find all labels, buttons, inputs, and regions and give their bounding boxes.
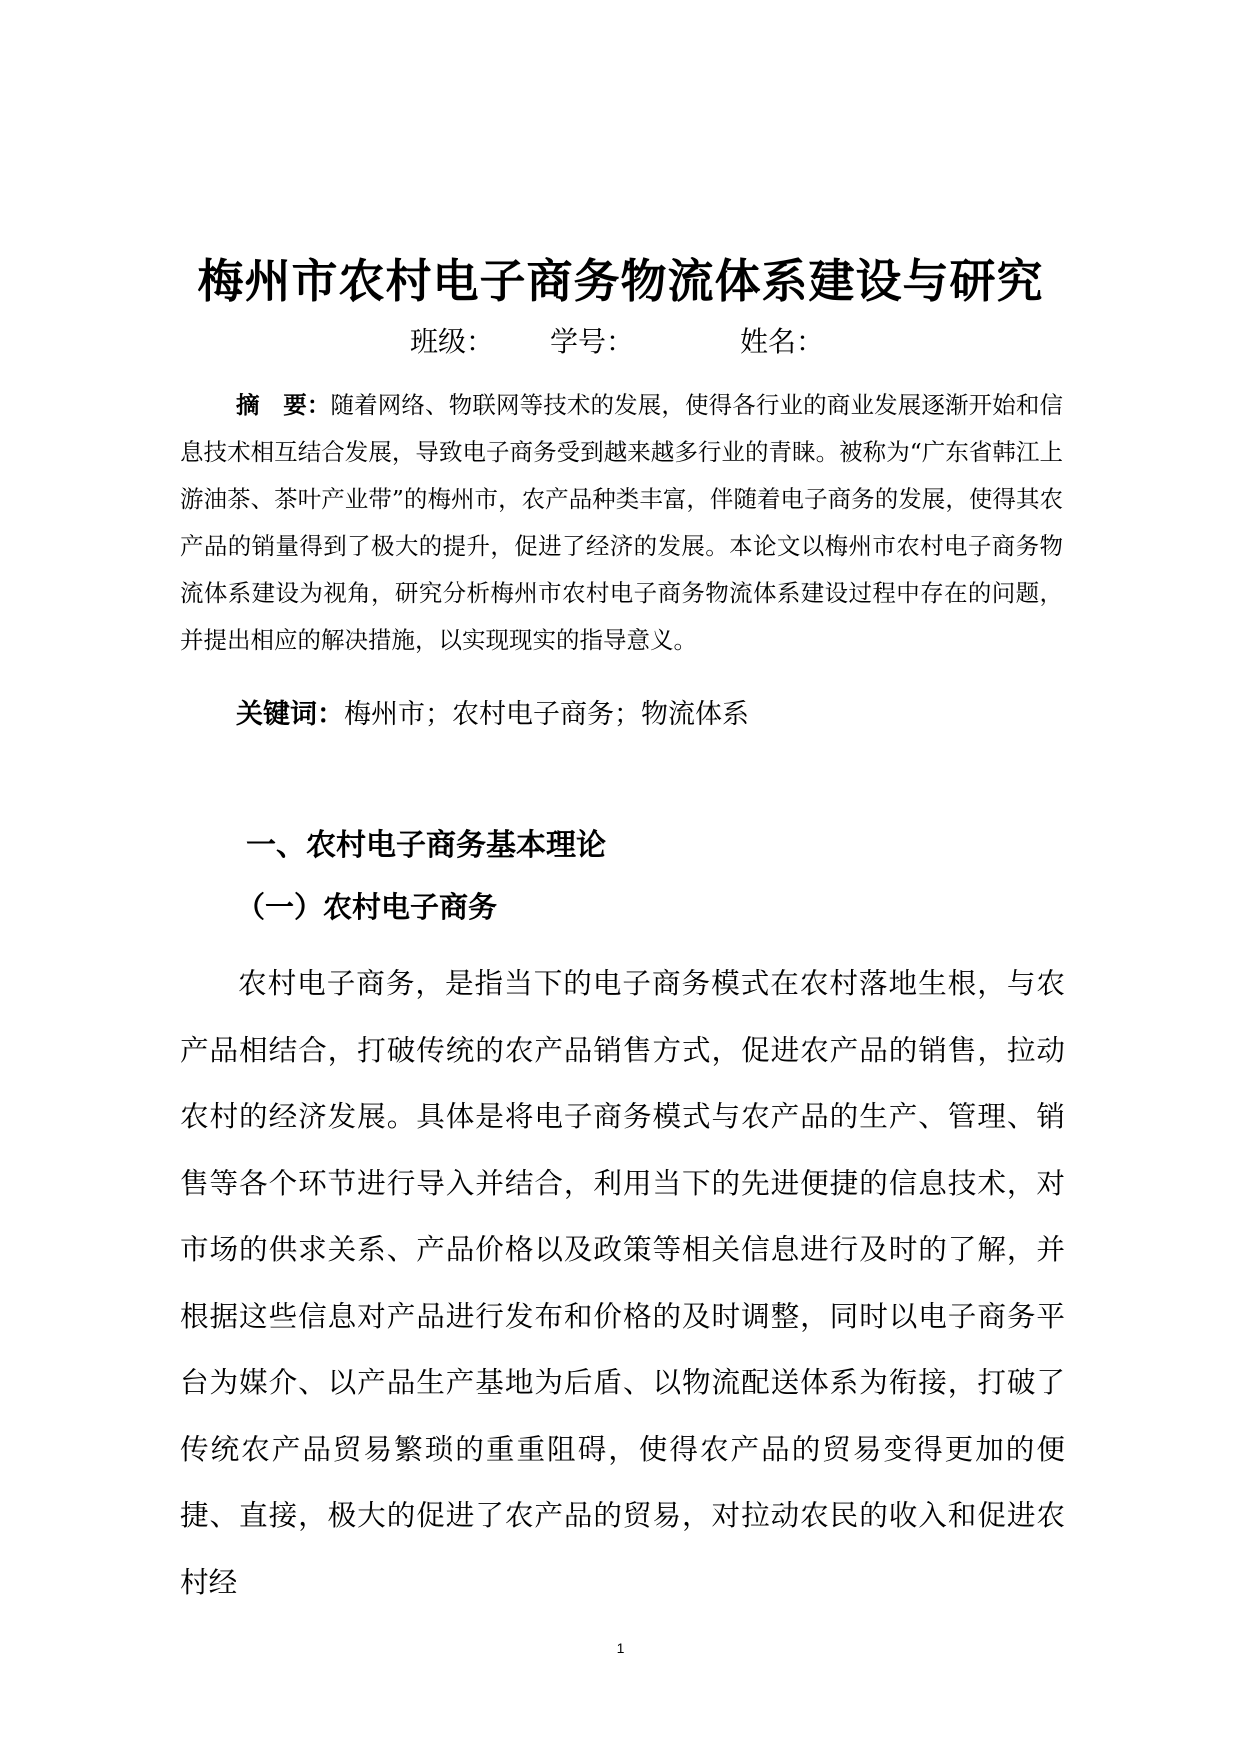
class-label: 班级： [410, 325, 495, 358]
section-heading: 一、农村电子商务基本理论 [246, 828, 606, 863]
keywords-line [236, 692, 749, 731]
abstract-label: 摘 要： [236, 391, 331, 419]
paper-title: 梅州市农村电子商务物流体系建设与研究 [197, 254, 1044, 308]
abstract-text: 随着网络、物联网等技术的发展，使得各行业的商业发展逐渐开始和信息技术相互结合发展，导致电子商务受到越来越多行业的青睐。被称为“广东省韩江上游油茶、茶叶产业带”的梅州市，农产品种类丰富，伴随着电子商务的发展，使得其农产品的销量得到了极大的提升，促进了经济的发展。本论文以梅州市农村电子商务物流体系建设为视角，研究分析梅州市农村电子商务物流体系建设过程中存在的问题，并提出相应的解决措施，以实现现实的指导意义。 [180, 391, 1064, 654]
student-id-label: 学号： [550, 325, 635, 358]
keywords-text: 梅州市；农村电子商务；物流体系 [344, 699, 749, 730]
keywords-label: 关键词： [236, 699, 344, 730]
body-paragraph: 农村电子商务，是指当下的电子商务模式在农村落地生根，与农产品相结合，打破传统的农产品销售方式，促进农产品的销售，拉动农村的经济发展。具体是将电子商务模式与农产品的生产、管理、销售等各个环节进行导入并结合，利用当下的先进便捷的信息技术，对市场的供求关系、产品价格以及政策等相关信息进行及时的了解，并根据这些信息对产品进行发布和价格的及时调整，同时以电子商务平台为媒介、以产品生产基地为后盾、以物流配送体系为衔接，打破了传统农产品贸易繁琐的重重阻碍，使得农产品的贸易变得更加的便捷、直接，极大的促进了农产品的贸易，对拉动农民的收入和促进农村经 [180, 966, 1065, 1599]
page-number: 1 [616, 1640, 625, 1656]
abstract-paragraph [180, 382, 1063, 664]
student-info-line [410, 320, 824, 360]
subsection-heading: （一）农村电子商务 [236, 890, 498, 924]
name-label: 姓名： [740, 325, 825, 358]
